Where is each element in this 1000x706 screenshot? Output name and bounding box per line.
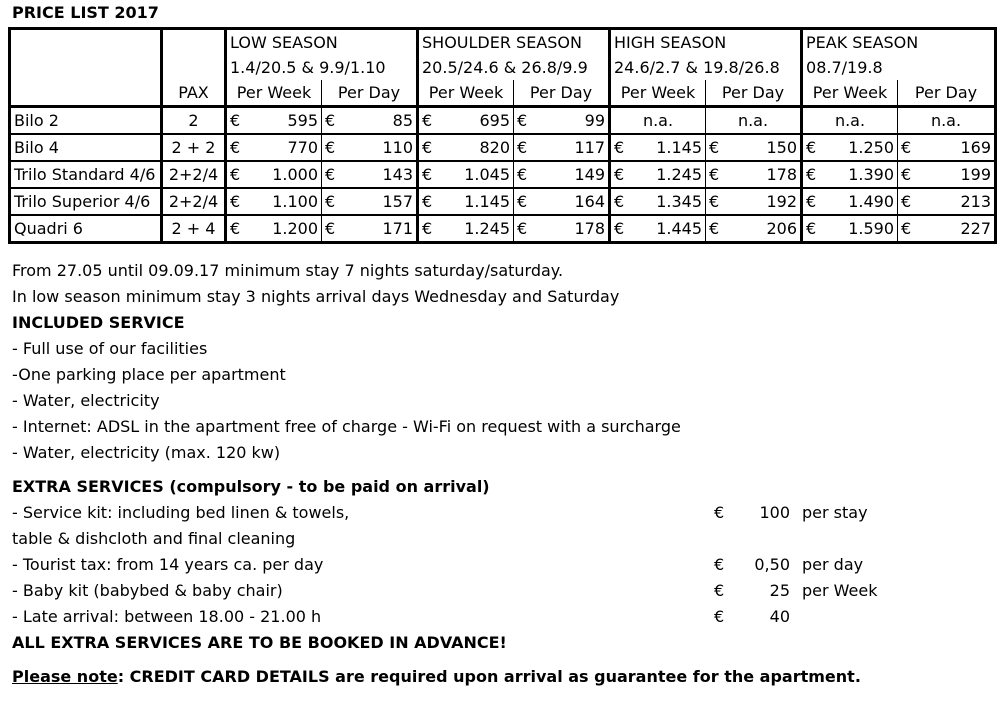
price-value: 1.490 (848, 192, 895, 211)
currency-symbol: € (325, 219, 336, 238)
price-value: 1.345 (656, 192, 702, 211)
season-dates-shoulder: 20.5/24.6 & 26.8/9.9 (418, 55, 610, 80)
currency-symbol: € (422, 165, 433, 184)
currency-symbol: € (901, 219, 912, 238)
booking-note: ALL EXTRA SERVICES ARE TO BE BOOKED IN ADVANCE! (12, 633, 507, 652)
extra-unit: per stay (802, 503, 868, 522)
price-value: 85 (392, 111, 413, 130)
extra-amount: 25 (769, 581, 790, 600)
price-value: 1.145 (464, 192, 510, 211)
price-value: 770 (287, 138, 318, 157)
price-value: 178 (766, 165, 798, 184)
currency-symbol: € (614, 192, 625, 211)
header-per-day: Per Day (322, 80, 418, 107)
included-item: - Water, electricity (max. 120 kw) (12, 443, 281, 462)
price-per-week (610, 134, 706, 161)
apartment-name: Quadri 6 (10, 215, 162, 243)
included-item: - Internet: ADSL in the apartment free of charge - Wi-Fi on request with a surcharge (12, 417, 681, 436)
extra-label: - Baby kit (babybed & baby chair) (12, 581, 283, 600)
extra-item (12, 578, 992, 604)
price-per-day (898, 161, 996, 188)
apartment-name: Trilo Standard 4/6 (10, 161, 162, 188)
price-value: 227 (960, 219, 992, 238)
extra-item (12, 526, 992, 552)
price-per-day (322, 215, 418, 243)
pax-value: 2 (162, 107, 226, 135)
price-value: 1.100 (272, 192, 318, 211)
currency-symbol: € (230, 138, 241, 157)
price-value: 213 (960, 192, 992, 211)
price-value: 1.000 (272, 165, 318, 184)
currency-symbol: € (614, 219, 625, 238)
pax-value: 2+2/4 (162, 188, 226, 215)
currency-symbol: € (709, 138, 720, 157)
season-name-shoulder: SHOULDER SEASON (418, 29, 610, 56)
table-row (10, 161, 996, 188)
currency-symbol: € (901, 192, 912, 211)
included-title: INCLUDED SERVICE (12, 313, 185, 332)
extra-amount: 40 (769, 607, 790, 626)
price-value: 820 (479, 138, 510, 157)
currency-symbol: € (325, 165, 336, 184)
price-value: 149 (574, 165, 605, 184)
price-value: 595 (287, 111, 318, 130)
price-value: 199 (960, 165, 992, 184)
currency-symbol: € (517, 192, 528, 211)
currency-symbol: € (230, 192, 241, 211)
price-per-day (706, 188, 802, 215)
currency-symbol: € (806, 192, 817, 211)
currency-symbol: € (806, 219, 817, 238)
table-row (10, 188, 996, 215)
currency-symbol: € (714, 503, 725, 522)
currency-symbol: € (901, 165, 912, 184)
price-per-day: n.a. (706, 107, 802, 135)
extra-item (12, 604, 992, 630)
price-per-week (802, 215, 898, 243)
currency-symbol: € (325, 111, 336, 130)
season-dates-high: 24.6/2.7 & 19.8/26.8 (610, 55, 802, 80)
price-value: 171 (382, 219, 413, 238)
currency-symbol: € (422, 192, 433, 211)
price-per-week (610, 188, 706, 215)
currency-symbol: € (230, 165, 241, 184)
apartment-name: Trilo Superior 4/6 (10, 188, 162, 215)
price-value: 117 (574, 138, 605, 157)
price-per-day (514, 107, 610, 135)
included-item: - Water, electricity (12, 391, 160, 410)
table-row (10, 134, 996, 161)
price-value: 178 (574, 219, 605, 238)
price-per-day (514, 134, 610, 161)
price-per-week (418, 107, 514, 135)
price-per-week (226, 188, 322, 215)
price-per-week (802, 188, 898, 215)
price-per-day (514, 188, 610, 215)
price-value: 1.590 (848, 219, 895, 238)
price-per-week (418, 188, 514, 215)
extra-amount: 100 (759, 503, 790, 522)
please-note-text: : CREDIT CARD DETAILS are required upon arrival as guarantee for the apartment. (117, 667, 861, 686)
price-per-week (418, 134, 514, 161)
please-note-label: Please note (12, 667, 118, 686)
price-per-week (802, 161, 898, 188)
price-value: 169 (960, 138, 992, 157)
price-per-day (322, 161, 418, 188)
extra-label: - Tourist tax: from 14 years ca. per day (12, 555, 324, 574)
extra-label: - Late arrival: between 18.00 - 21.00 h (12, 607, 322, 626)
currency-symbol: € (517, 111, 528, 130)
price-per-week (226, 215, 322, 243)
currency-symbol: € (325, 192, 336, 211)
price-value: 1.145 (656, 138, 702, 157)
price-per-week (610, 215, 706, 243)
price-per-day (898, 134, 996, 161)
extra-amount: 0,50 (754, 555, 790, 574)
price-value: 1.245 (656, 165, 702, 184)
apartment-name: Bilo 2 (10, 107, 162, 135)
header-per-week: Per Week (226, 80, 322, 107)
currency-symbol: € (714, 555, 725, 574)
currency-symbol: € (517, 138, 528, 157)
price-table (8, 27, 997, 244)
currency-symbol: € (614, 138, 625, 157)
price-value: 143 (382, 165, 413, 184)
price-value: 1.390 (848, 165, 895, 184)
currency-symbol: € (230, 219, 241, 238)
currency-symbol: € (714, 581, 725, 600)
currency-symbol: € (806, 138, 817, 157)
price-per-week (226, 134, 322, 161)
currency-symbol: € (325, 138, 336, 157)
price-per-week: n.a. (802, 107, 898, 135)
season-dates-peak: 08.7/19.8 (802, 55, 996, 80)
currency-symbol: € (714, 607, 725, 626)
price-value: 1.250 (848, 138, 895, 157)
price-per-day (706, 161, 802, 188)
season-name-low: LOW SEASON (226, 29, 418, 56)
extra-item (12, 552, 992, 578)
extra-unit: per Week (802, 581, 878, 600)
table-row (10, 107, 996, 135)
price-value: 157 (382, 192, 413, 211)
season-dates-low: 1.4/20.5 & 9.9/1.10 (226, 55, 418, 80)
price-per-day (322, 188, 418, 215)
currency-symbol: € (709, 165, 720, 184)
currency-symbol: € (901, 138, 912, 157)
price-value: 110 (382, 138, 413, 157)
price-value: 1.445 (656, 219, 702, 238)
header-pax: PAX (162, 80, 226, 107)
price-per-day (514, 215, 610, 243)
price-per-week (802, 134, 898, 161)
price-value: 192 (766, 192, 798, 211)
price-per-day (706, 134, 802, 161)
price-value: 1.200 (272, 219, 318, 238)
included-item: - Full use of our facilities (12, 339, 208, 358)
included-item: -One parking place per apartment (12, 365, 286, 384)
price-per-week (418, 215, 514, 243)
table-row (10, 215, 996, 243)
extra-label: - Service kit: including bed linen & towels, (12, 503, 350, 522)
price-per-day (322, 134, 418, 161)
header-per-week: Per Week (610, 80, 706, 107)
price-value: 99 (584, 111, 605, 130)
price-per-day (514, 161, 610, 188)
currency-symbol: € (422, 219, 433, 238)
price-value: 695 (479, 111, 510, 130)
pax-value: 2 + 4 (162, 215, 226, 243)
currency-symbol: € (422, 138, 433, 157)
pax-value: 2+2/4 (162, 161, 226, 188)
extra-item (12, 500, 992, 526)
price-per-week: n.a. (610, 107, 706, 135)
currency-symbol: € (517, 219, 528, 238)
price-per-day (898, 188, 996, 215)
season-name-peak: PEAK SEASON (802, 29, 996, 56)
header-per-day: Per Day (706, 80, 802, 107)
currency-symbol: € (709, 192, 720, 211)
page-title: PRICE LIST 2017 (12, 3, 159, 22)
price-per-day (898, 215, 996, 243)
price-per-week (610, 161, 706, 188)
price-value: 1.045 (464, 165, 510, 184)
price-per-week (226, 161, 322, 188)
extra-unit: per day (802, 555, 864, 574)
price-per-week (418, 161, 514, 188)
currency-symbol: € (230, 111, 241, 130)
header-per-day: Per Day (514, 80, 610, 107)
extra-title: EXTRA SERVICES (compulsory - to be paid on arrival) (12, 477, 490, 496)
currency-symbol: € (806, 165, 817, 184)
currency-symbol: € (422, 111, 433, 130)
header-empty (10, 29, 162, 56)
stay-note: In low season minimum stay 3 nights arrival days Wednesday and Saturday (12, 287, 620, 306)
price-value: 1.245 (464, 219, 510, 238)
currency-symbol: € (517, 165, 528, 184)
header-per-week: Per Week (802, 80, 898, 107)
price-per-day: n.a. (898, 107, 996, 135)
notes-section (12, 258, 992, 690)
price-per-week (226, 107, 322, 135)
season-name-high: HIGH SEASON (610, 29, 802, 56)
pax-value: 2 + 2 (162, 134, 226, 161)
stay-note: From 27.05 until 09.09.17 minimum stay 7 nights saturday/saturday. (12, 261, 564, 280)
price-per-day (706, 215, 802, 243)
price-per-day (322, 107, 418, 135)
please-note (12, 664, 992, 690)
header-per-day: Per Day (898, 80, 996, 107)
price-value: 150 (766, 138, 798, 157)
currency-symbol: € (614, 165, 625, 184)
price-value: 206 (766, 219, 798, 238)
price-value: 164 (574, 192, 605, 211)
header-per-week: Per Week (418, 80, 514, 107)
extra-label: table & dishcloth and final cleaning (12, 529, 296, 548)
header-empty (162, 29, 226, 56)
apartment-name: Bilo 4 (10, 134, 162, 161)
currency-symbol: € (709, 219, 720, 238)
